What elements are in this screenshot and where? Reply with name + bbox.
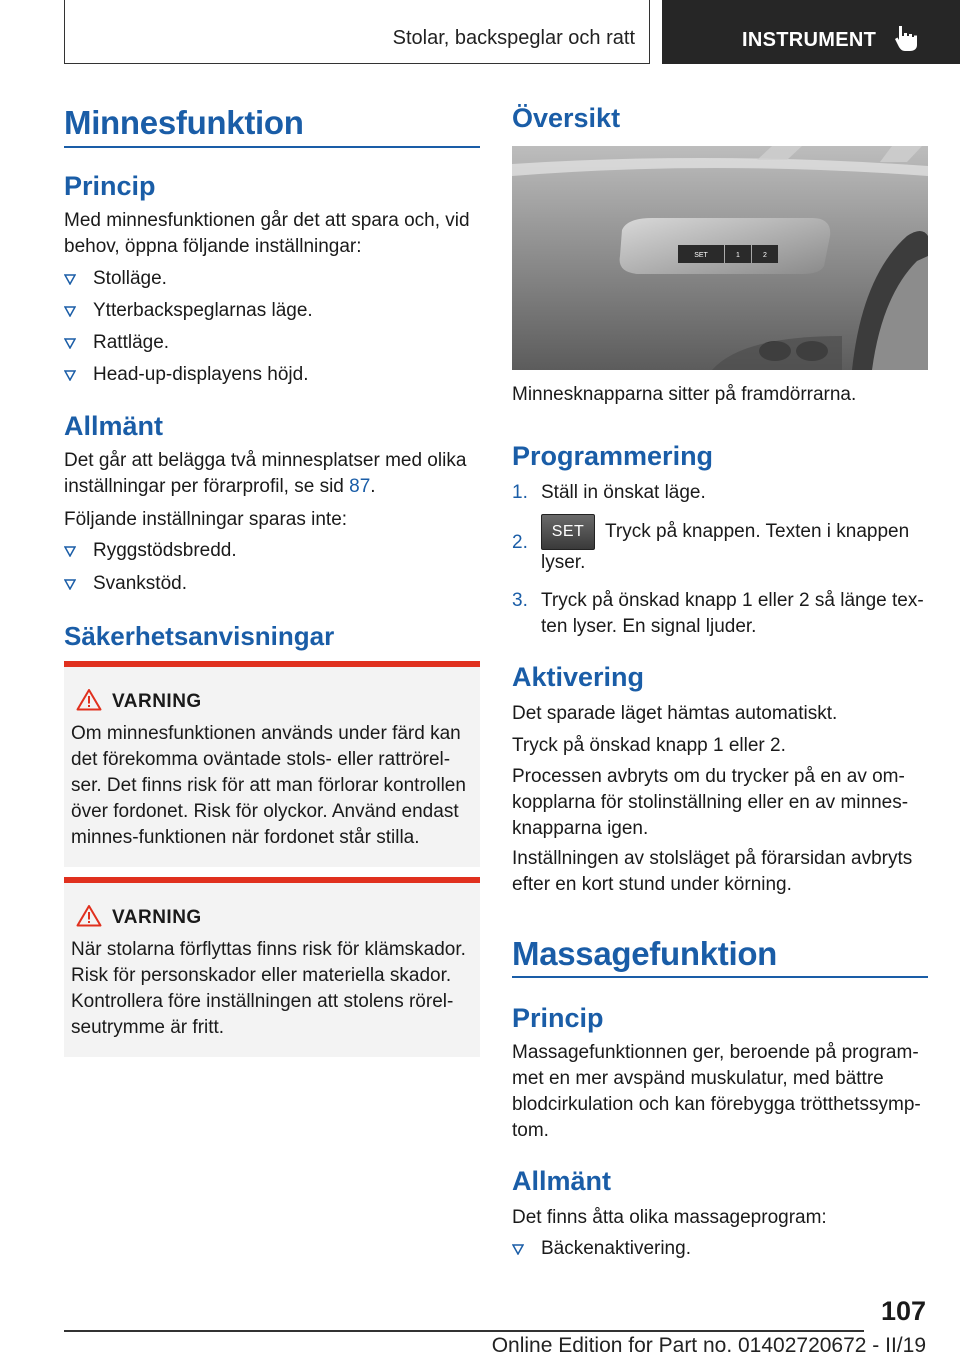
- aktivering-p3: Processen avbryts om du trycker på en av om-kopplarna för stolinställning eller en av minnes-knapparna igen.: [512, 766, 909, 839]
- heading-princip-massage: Princip: [512, 1003, 604, 1033]
- photo-caption: Minnesknapparna sitter på framdörrarna.: [512, 384, 857, 405]
- massage-princip-text: Massagefunktionnen ger, beroende på program-met en mer avspänd muskulatur, med bättre blodcirkulation och kan förebygga trötthetssymp-tom.: [512, 1042, 921, 1141]
- allmant-text: Det går att belägga två minnesplatser med olika inställningar per förarprofil, se sid 87.: [64, 450, 467, 497]
- set-button[interactable]: SET: [541, 514, 595, 550]
- heading-princip: Princip: [64, 171, 156, 201]
- heading-allmant: Allmänt: [64, 411, 164, 441]
- warning-text: När stolarna förflyttas finns risk för klämskador. Risk för personskador eller materiella skador. Kontrollera före inställningen att stolens rörel-seutrymme är fritt.: [71, 939, 466, 1038]
- warning-title: VARNING: [112, 907, 202, 928]
- door-memory-buttons-photo: [512, 146, 928, 370]
- section-title: Stolar, backspeglar och ratt: [392, 27, 635, 49]
- massage-allmant-text: Det finns åtta olika massageprogram:: [512, 1207, 827, 1228]
- footer-edition: Online Edition for Part no. 01402720672 - II/19: [491, 1334, 926, 1357]
- title-rule: [64, 146, 480, 148]
- photo-button-2-label: 2: [763, 252, 767, 259]
- warning-triangle-icon: [76, 688, 102, 711]
- title-massagefunktion: Massagefunktion: [512, 935, 778, 972]
- title-minnesfunktion: Minnesfunktion: [64, 104, 304, 141]
- heading-sakerhetsanvisningar: Säkerhetsanvisningar: [64, 621, 335, 651]
- aktivering-p2: Tryck på önskad knapp 1 eller 2.: [512, 735, 786, 756]
- photo-button-1-label: 1: [736, 252, 740, 259]
- pointing-hand-icon: [894, 24, 920, 57]
- princip-text: Med minnesfunktionen går det att spara och, vid behov, öppna följande inställningar:: [64, 210, 470, 257]
- allmant-text2: Följande inställningar sparas inte:: [64, 509, 348, 530]
- triangle-bullet-icon: [64, 306, 76, 317]
- warning-triangle-icon: [76, 904, 102, 927]
- heading-aktivering: Aktivering: [512, 662, 645, 692]
- photo-set-label: SET: [694, 252, 708, 259]
- title-rule: [512, 976, 928, 978]
- page-number: 107: [880, 1296, 926, 1326]
- aktivering-p1: Det sparade läget hämtas automatiskt.: [512, 703, 838, 724]
- heading-oversikt: Översikt: [512, 103, 621, 133]
- warning-title: VARNING: [112, 691, 202, 712]
- heading-allmant-massage: Allmänt: [512, 1166, 612, 1196]
- triangle-bullet-icon: [64, 546, 76, 557]
- triangle-bullet-icon: [64, 579, 76, 590]
- page-link[interactable]: 87: [349, 476, 371, 497]
- door-panel-illustration: [512, 146, 928, 370]
- chapter-tab[interactable]: [662, 0, 960, 64]
- warning-box: [64, 661, 480, 867]
- footer-rule: [64, 1330, 864, 1332]
- header-section-box: [64, 0, 650, 64]
- warning-text: Om minnesfunktionen används under färd kan det förekomma oväntade stols- eller rattrörel-ser. Det finns risk för att man förlorar kontrollen över fordonet. Risk för olyckor. Använd endast minnes-funktionen när fordonet står stilla.: [71, 723, 466, 848]
- triangle-bullet-icon: [64, 338, 76, 349]
- heading-programmering: Programmering: [512, 441, 714, 471]
- triangle-bullet-icon: [512, 1244, 524, 1255]
- warning-box: [64, 877, 480, 1057]
- aktivering-p4: Inställningen av stolsläget på förarsidan avbryts efter en kort stund under körning.: [512, 848, 913, 895]
- triangle-bullet-icon: [64, 370, 76, 381]
- triangle-bullet-icon: [64, 274, 76, 285]
- chapter-tab-label: INSTRUMENT: [742, 29, 877, 51]
